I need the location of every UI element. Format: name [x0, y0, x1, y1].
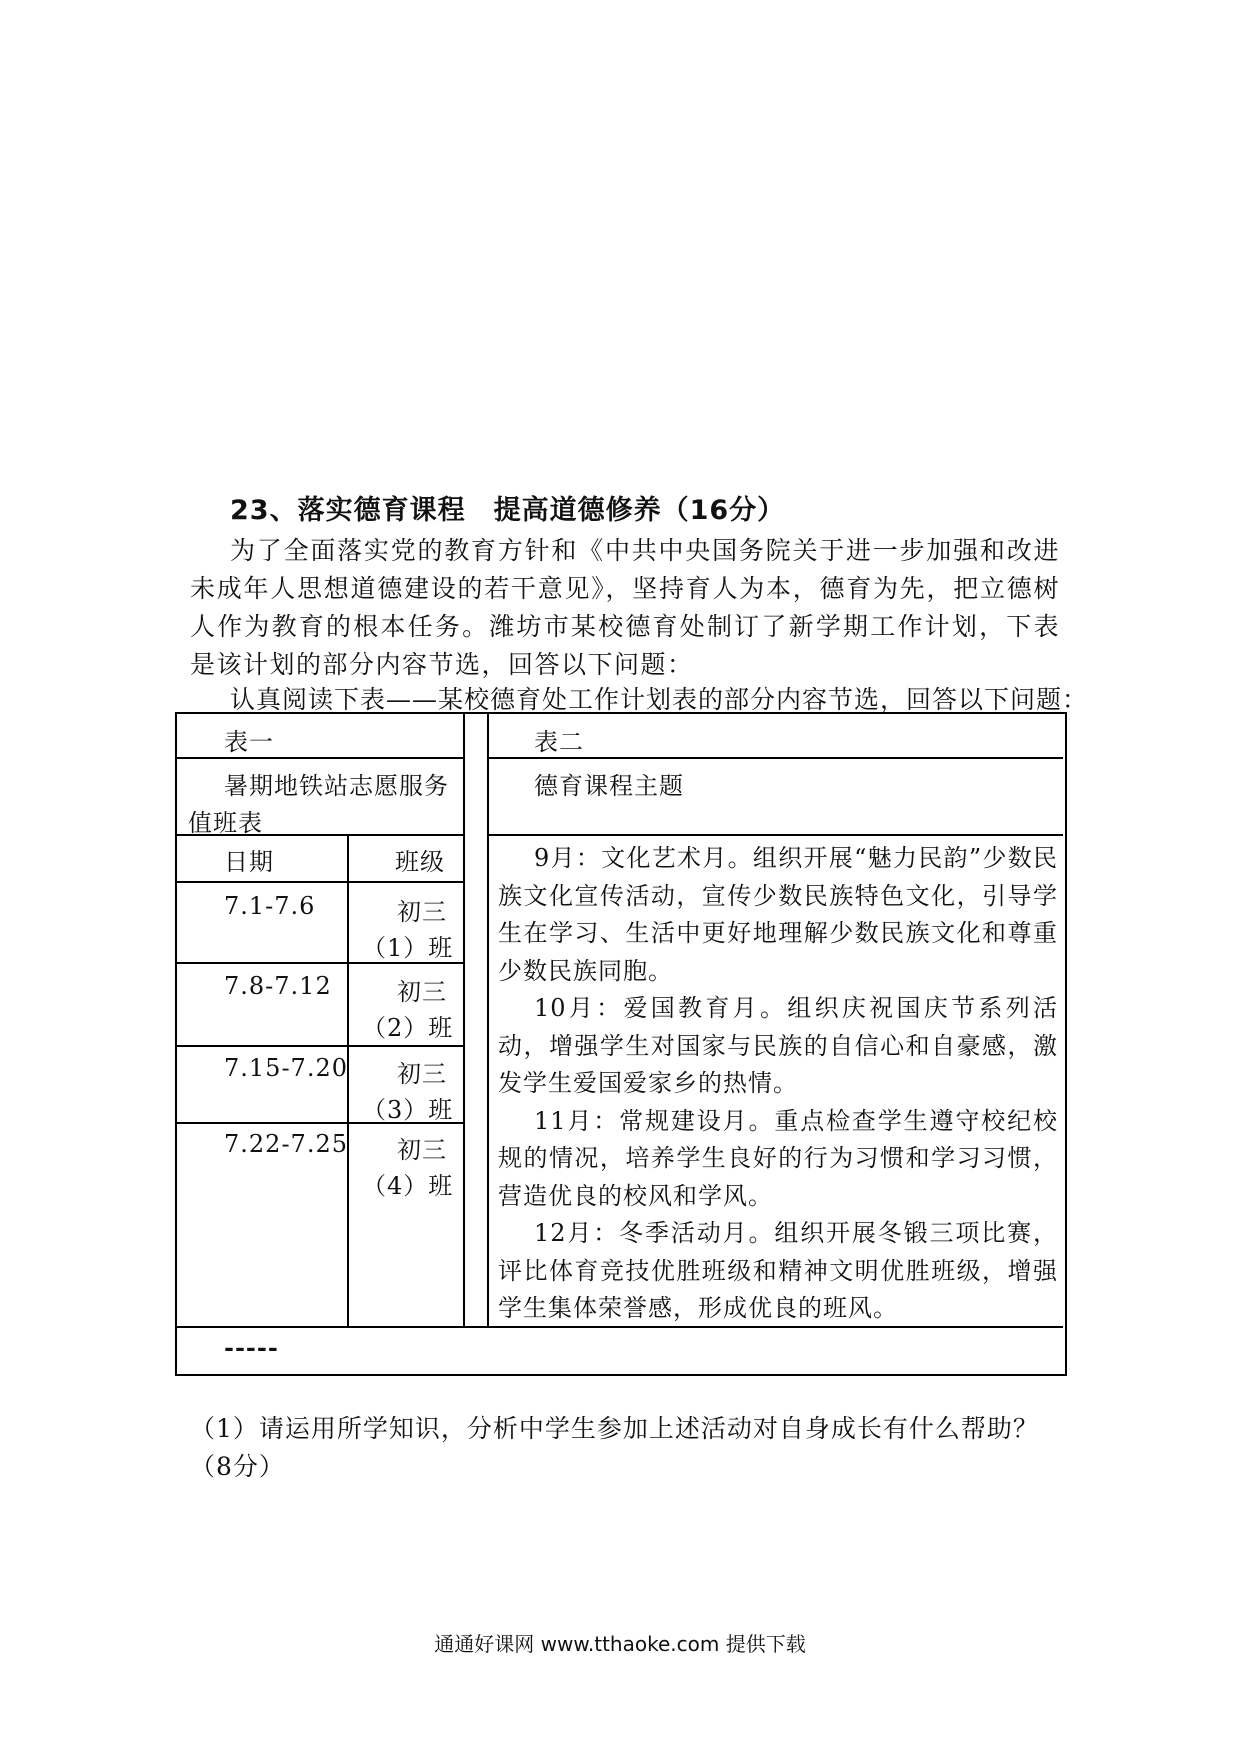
month-paragraph: 9月：文化艺术月。组织开展“魅力民韵”少数民族文化宣传活动，宣传少数民族特色文化，引导学生在学习、生活中更好地理解少数民族文化和尊重少数民族同胞。 — [498, 844, 1058, 985]
month-paragraph: 10月：爱国教育月。组织庆祝国庆节系列活动，增强学生对国家与民族的自信心和自豪感，激发学生爱国爱家乡的热情。 — [498, 994, 1058, 1097]
table-row-date: 7.22-7.25 — [224, 1130, 348, 1158]
question-title: 23、落实德育课程 提高道德修养（16分） — [230, 495, 786, 526]
table2-label: 表二 — [534, 728, 584, 756]
month-paragraph: 12月：冬季活动月。组织开展冬锻三项比赛，评比体育竞技优胜班级和精神文明优胜班级，增强学生集体荣誉感，形成优良的班风。 — [498, 1219, 1058, 1322]
table2-heading: 德育课程主题 — [534, 772, 684, 800]
table1-col-date: 日期 — [224, 848, 274, 876]
table2-line — [487, 834, 1063, 836]
table-row-date: 7.1-7.6 — [224, 892, 316, 920]
table-divider-left — [463, 712, 465, 1326]
table-row-date: 7.8-7.12 — [224, 972, 332, 1000]
sub-question-1: （1）请运用所学知识，分析中学生参加上述活动对自身成长有什么帮助？（8分） — [190, 1414, 1039, 1481]
lead-sentence: 认真阅读下表——某校德育处工作计划表的部分内容节选，回答以下问题： — [230, 685, 1089, 714]
table1-line — [175, 881, 463, 883]
table2-line — [487, 757, 1063, 759]
table-row-class: （4）班 — [362, 1172, 454, 1200]
table1-line — [175, 1045, 463, 1047]
table1-heading-line2: 值班表 — [188, 809, 263, 837]
table-footer-dashes: ----- — [224, 1333, 279, 1362]
table2-body — [498, 840, 1058, 1328]
page-footer: 通通好课网 www.tthaoke.com 提供下载 — [434, 1632, 806, 1656]
intro-paragraph: 为了全面落实党的教育方针和《中共中央国务院关于进一步加强和改进未成年人思想道德建设的若干意见》，坚持育人为本，德育为先，把立德树人作为教育的根本任务。潍坊市某校德育处制订了新学期工作计划，下表是该计划的部分内容节选，回答以下问题： — [190, 536, 1060, 679]
table1-line — [175, 757, 463, 759]
table1-label: 表一 — [224, 728, 274, 756]
table-row-class: 初三 — [397, 898, 447, 926]
table-row-class: （1）班 — [362, 934, 454, 962]
table-row-class: 初三 — [397, 978, 447, 1006]
table-row-class: 初三 — [397, 1136, 447, 1164]
month-paragraph: 11月：常规建设月。重点检查学生遵守校纪校规的情况，培养学生良好的行为习惯和学习习惯，营造优良的校风和学风。 — [498, 1106, 1058, 1210]
table-row-class: 初三 — [397, 1060, 447, 1088]
table-row-class: （3）班 — [362, 1096, 454, 1124]
table-divider-right — [487, 712, 489, 1326]
table1-heading-line1: 暑期地铁站志愿服务 — [224, 772, 449, 800]
table-row-class: （2）班 — [362, 1014, 454, 1042]
table1-col-class: 班级 — [395, 848, 445, 876]
table-row-date: 7.15-7.20 — [224, 1054, 348, 1082]
